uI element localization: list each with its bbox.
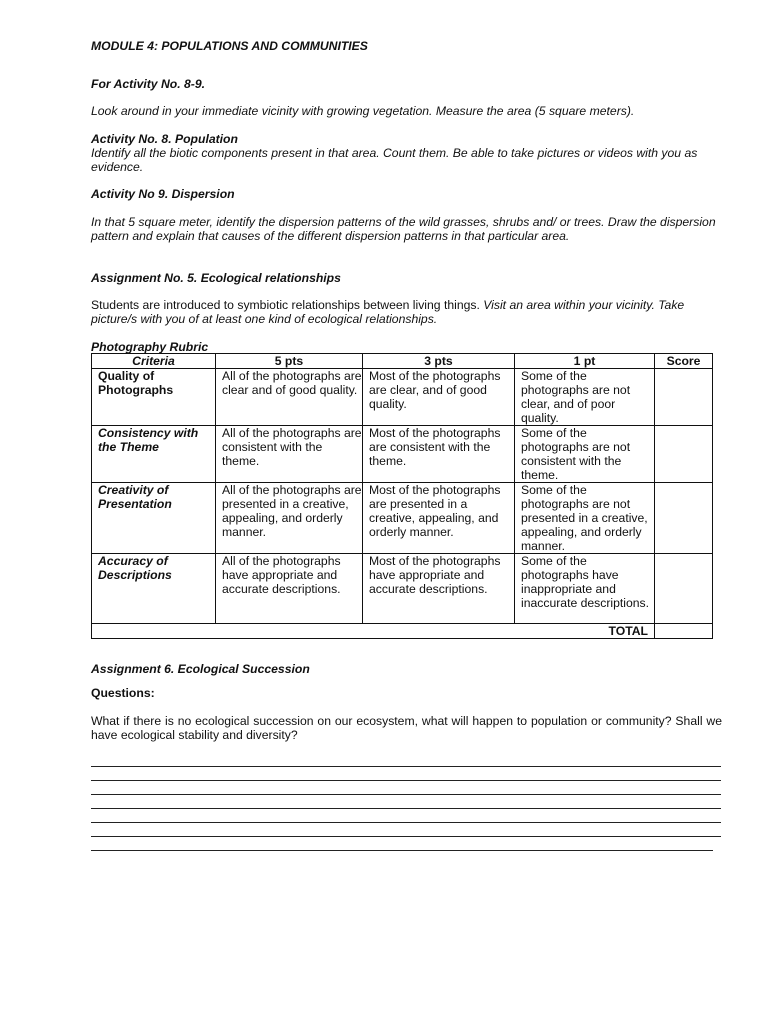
answer-line[interactable] [91, 766, 721, 767]
cell-1pt: Some of the photographs are not presented in a creative, appealing, and orderly manner. [515, 483, 655, 554]
total-blank-cell [363, 624, 515, 639]
rubric-row-consistency [92, 426, 713, 483]
assignment5-body-italic: Visit an area within your vicinity. Take picture/s with you of at least one kind of ecological relationships. [91, 298, 685, 326]
photography-rubric-table [91, 353, 713, 639]
score-cell[interactable] [655, 369, 713, 426]
answer-line[interactable] [91, 850, 713, 851]
cell-5pts: All of the photographs are presented in a creative, appealing, and orderly manner. [216, 483, 363, 554]
total-blank-cell [92, 624, 216, 639]
header-criteria: Criteria [92, 354, 216, 369]
criteria-cell: Accuracy of Descriptions [92, 554, 216, 624]
criteria-cell: Creativity of Presentation [92, 483, 216, 554]
question-text: What if there is no ecological succession on our ecosystem, what will happen to population or community? Shall we have ecological stability and diversity? [91, 714, 722, 742]
cell-1pt: Some of the photographs are not consistent with the theme. [515, 426, 655, 483]
questions-label: Questions: [91, 686, 155, 700]
rubric-header-row [92, 354, 713, 369]
rubric-row-quality [92, 369, 713, 426]
rubric-row-creativity [92, 483, 713, 554]
assignment5-heading: Assignment No. 5. Ecological relationships [91, 271, 341, 285]
criteria-cell: Quality of Photographs [92, 369, 216, 426]
module-title: MODULE 4: POPULATIONS AND COMMUNITIES [91, 39, 368, 53]
cell-5pts: All of the photographs have appropriate and accurate descriptions. [216, 554, 363, 624]
assignment6-heading: Assignment 6. Ecological Succession [91, 662, 310, 676]
answer-line[interactable] [91, 808, 721, 809]
answer-line[interactable] [91, 794, 721, 795]
answer-line[interactable] [91, 780, 721, 781]
activity9-body: In that 5 square meter, identify the dispersion patterns of the wild grasses, shrubs and/ or trees. Draw the dispersion pattern and explain that causes of the different dispersion patterns in that particular area. [91, 215, 716, 243]
total-blank-cell [216, 624, 363, 639]
header-5pts: 5 pts [216, 354, 363, 369]
activity8-body: Identify all the biotic components present in that area. Count them. Be able to take pictures or videos with you as evidence. [91, 146, 698, 174]
cell-5pts: All of the photographs are clear and of good quality. [216, 369, 363, 426]
assignment5-body [91, 298, 696, 326]
score-cell[interactable] [655, 483, 713, 554]
cell-1pt: Some of the photographs are not clear, and of poor quality. [515, 369, 655, 426]
header-3pts: 3 pts [363, 354, 515, 369]
activities-intro: Look around in your immediate vicinity with growing vegetation. Measure the area (5 square meters). [91, 104, 635, 118]
cell-5pts: All of the photographs are consistent with the theme. [216, 426, 363, 483]
rubric-total-row [92, 624, 713, 639]
activity8-heading: Activity No. 8. Population [91, 132, 238, 146]
total-label: TOTAL [515, 624, 655, 639]
assignment5-body-plain: Students are introduced to symbiotic relationships between living things. [91, 298, 484, 312]
answer-line[interactable] [91, 836, 721, 837]
total-score-cell[interactable] [655, 624, 713, 639]
rubric-row-accuracy [92, 554, 713, 624]
cell-3pts: Most of the photographs have appropriate and accurate descriptions. [363, 554, 515, 624]
activity9-heading: Activity No 9. Dispersion [91, 187, 235, 201]
header-score: Score [655, 354, 713, 369]
score-cell[interactable] [655, 554, 713, 624]
criteria-cell: Consistency with the Theme [92, 426, 216, 483]
cell-3pts: Most of the photographs are consistent with the theme. [363, 426, 515, 483]
cell-3pts: Most of the photographs are presented in a creative, appealing, and orderly manner. [363, 483, 515, 554]
cell-1pt: Some of the photographs have inappropriate and inaccurate descriptions. [515, 554, 655, 624]
score-cell[interactable] [655, 426, 713, 483]
answer-line[interactable] [91, 822, 721, 823]
cell-3pts: Most of the photographs are clear, and of good quality. [363, 369, 515, 426]
activities-heading: For Activity No. 8-9. [91, 77, 205, 91]
rubric-title: Photography Rubric [91, 340, 209, 354]
header-1pt: 1 pt [515, 354, 655, 369]
